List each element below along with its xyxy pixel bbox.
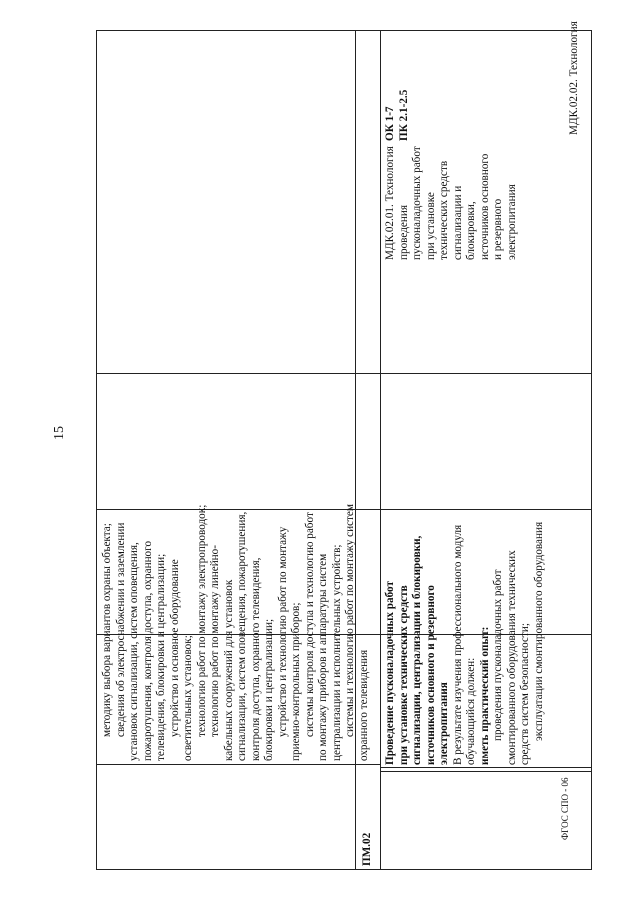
mdk-0202-line: МДК.02.02. Технология	[568, 21, 580, 135]
row1-content-cell	[97, 504, 370, 764]
mdk-0201-cell	[380, 137, 593, 262]
mdk-0201-text	[384, 146, 519, 260]
mdk-0201-line: технических средств	[438, 160, 450, 260]
module-code: ПМ.02	[361, 832, 373, 866]
pk-code: ПК 2.1-2.5	[397, 89, 410, 141]
column-divider	[97, 373, 591, 374]
mdk-0201-line: МДК.02.01. Технология	[384, 146, 396, 260]
module-line: сигнализации, централизации и блокировки,	[411, 535, 423, 765]
knowledge-line: сведения об электроснабжении и заземлении	[114, 522, 127, 737]
mdk-0201-line: сигнализации и	[451, 185, 464, 260]
knowledge-line: технологию работ по монтажу линейно-	[209, 545, 221, 737]
module-line: иметь практический опыт:	[478, 626, 491, 765]
column-divider	[97, 764, 380, 765]
knowledge-line: системы и технологию работ по монтажу систем	[344, 504, 356, 737]
knowledge-line: централизации и исполнительных устройств;	[330, 544, 343, 761]
knowledge-line: методику выбора вариантов охраны объекта;	[101, 523, 113, 737]
knowledge-line: устройство и основное оборудование	[168, 559, 181, 737]
module-line: смонтированного оборудования технических	[505, 550, 518, 765]
module-line: при установке технических средств	[397, 585, 410, 765]
module-line: электропитания	[438, 682, 450, 765]
knowledge-line: осветительных установок;	[182, 635, 194, 761]
mdk-0201-line: блокировки,	[465, 201, 477, 260]
ok-code: ОК 1-7	[384, 106, 396, 141]
knowledge-line: установок сигнализации, систем оповещения,	[128, 542, 140, 761]
mdk-0201-line: источников основного	[478, 153, 491, 260]
knowledge-line: технологию работ по монтажу электропроводок;	[195, 504, 208, 737]
knowledge-line: сигнализации, систем оповещения, пожаротушения,	[236, 511, 248, 761]
knowledge-line: кабельных сооружений для установок	[222, 579, 235, 761]
knowledge-line: контроля доступа, охранного телевидения,	[249, 557, 262, 761]
module-line: Проведение пусконаладочных работ	[384, 581, 396, 765]
row2-content-cell	[380, 509, 593, 767]
mdk-0201-line: электропитания	[505, 184, 518, 260]
module-line: эксплуатации смонтированного оборудования	[532, 521, 545, 741]
page-number: 15	[52, 426, 67, 440]
mdk-0201-line: пусконаладочных работ	[411, 146, 423, 260]
column-divider	[380, 771, 591, 772]
knowledge-line: по монтажу приборов и аппаратуры систем	[317, 553, 329, 761]
competency-table	[96, 21, 592, 870]
module-code-cell	[355, 764, 380, 871]
column-divider	[380, 767, 591, 768]
knowledge-line: пожаротушения, контроля доступа, охранного	[141, 540, 154, 761]
mdk-0201-line: и резервного	[492, 198, 504, 260]
mdk-0201-line: проведения	[397, 205, 410, 260]
mdk-0201-line: при установке	[424, 192, 437, 260]
knowledge-line: телевидения, блокировки и централизации;	[155, 553, 167, 761]
mdk-0202-cell	[380, 21, 593, 137]
knowledge-line: устройство и технологию работ по монтажу	[276, 526, 289, 737]
module-line: В результате изучения профессионального модуля	[451, 524, 464, 765]
footer-code: ФГОС СПО - 06	[560, 777, 570, 840]
knowledge-line: охранного телевидения	[357, 649, 370, 761]
mdk-0202-text	[568, 21, 582, 135]
module-line: проведения пусконаладочных работ	[492, 569, 504, 741]
knowledge-line: системы контроля доступа и технологию работ	[303, 512, 316, 737]
row2-module-text	[384, 522, 546, 765]
knowledge-line: приемно-контрольных приборов;	[290, 602, 302, 761]
knowledge-line: блокировки и централизации;	[263, 618, 275, 761]
module-line: обучающийся должен:	[465, 657, 477, 765]
module-line: источников основного и резервного	[424, 585, 437, 765]
row1-knowledge-text	[101, 504, 371, 761]
module-line: средств систем безопасности;	[519, 623, 531, 765]
